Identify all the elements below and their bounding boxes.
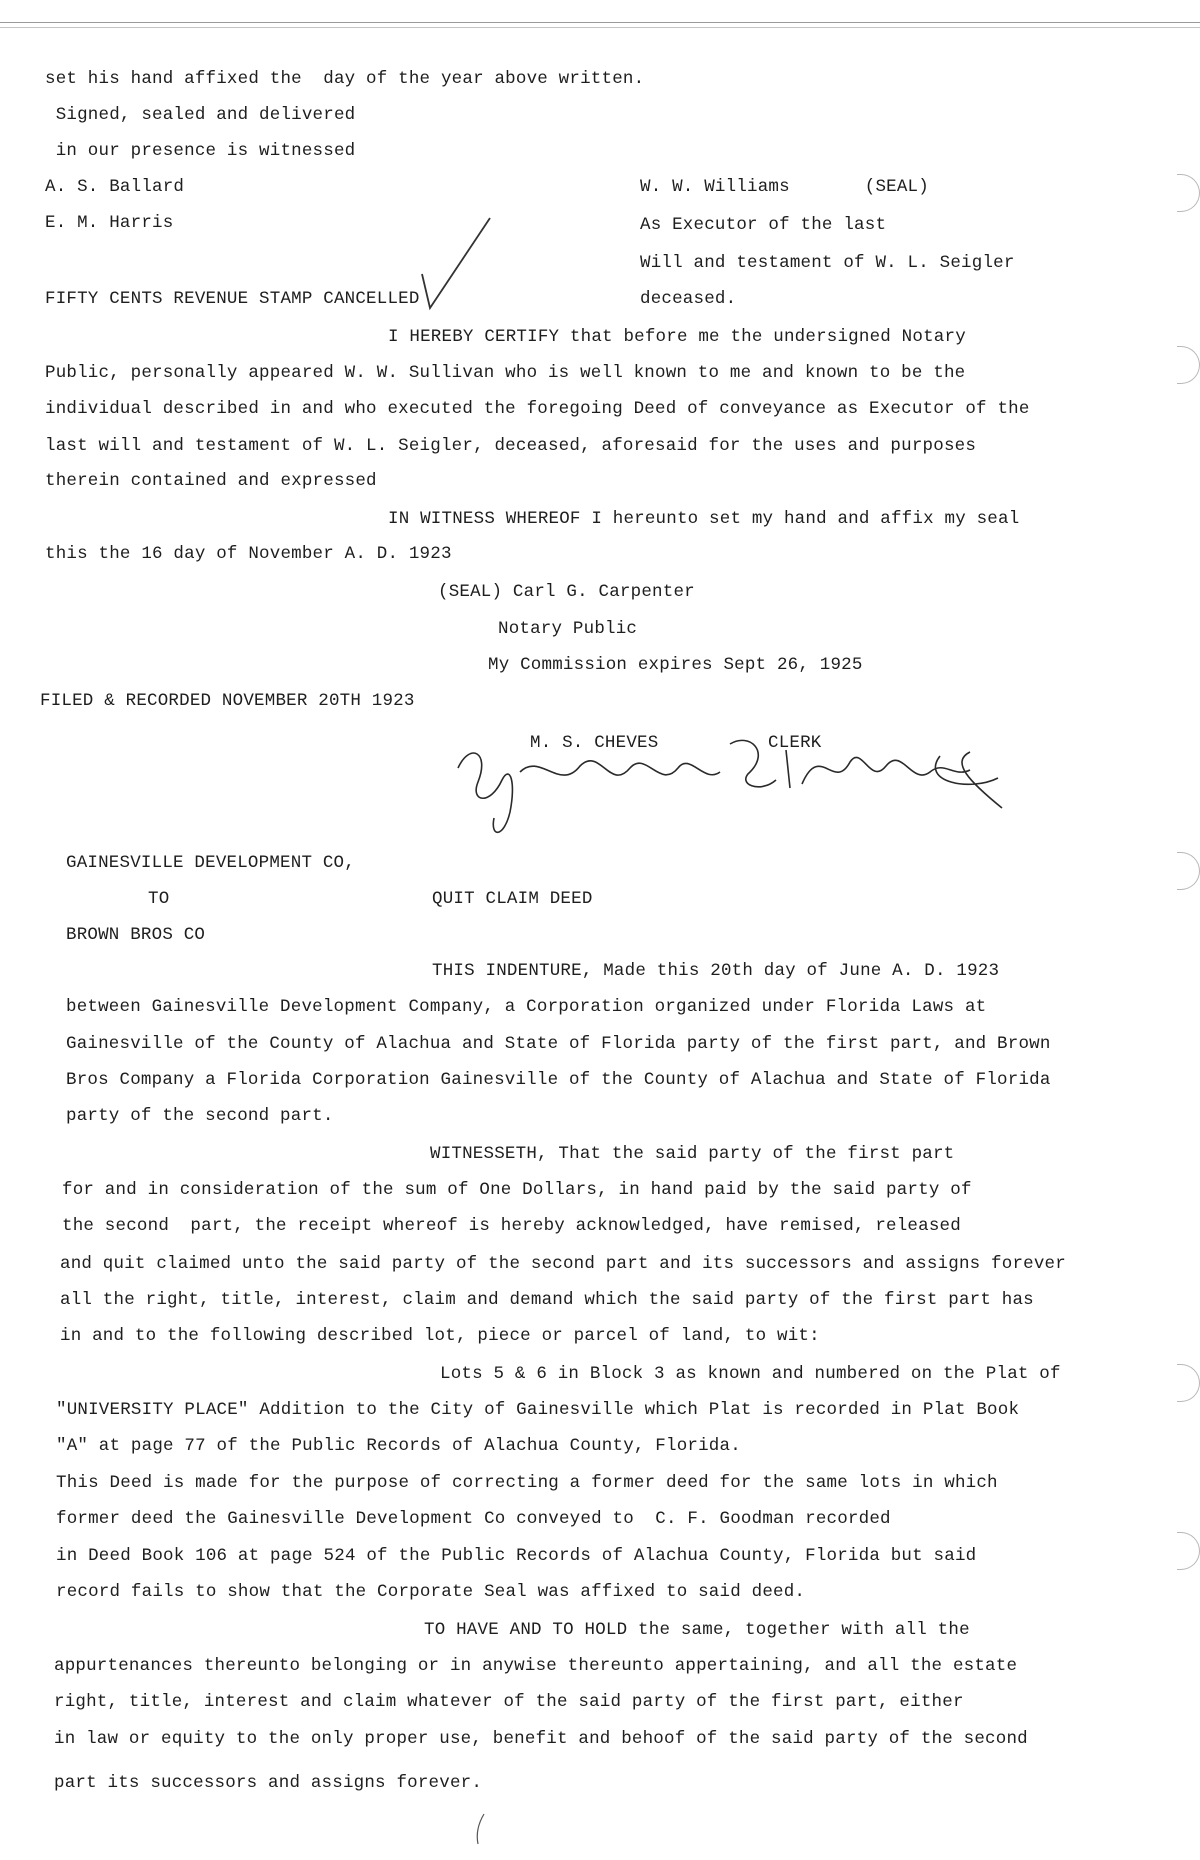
deed-body-line: Gainesville of the County of Alachua and State of Florida party of the first part, and Brown [66,1034,1051,1054]
deed-body-line: right, title, interest and claim whatever of the said party of the first part, either [54,1692,964,1712]
deputy-clerk-signature [450,722,1010,842]
deed-body-line: THIS INDENTURE, Made this 20th day of June A. D. 1923 [432,961,1000,981]
attestation-line: set his hand affixed the day of the year above written. [45,69,645,89]
deed-body-line: WITNESSETH, That the said party of the first part [430,1144,955,1164]
deed-body-line: party of the second part. [66,1106,334,1126]
clerk-title: CLERK [768,733,822,753]
deed-title: QUIT CLAIM DEED [432,889,593,909]
punch-hole [1177,174,1200,212]
certificate-line: IN WITNESS WHEREOF I hereunto set my hand and affix my seal [388,509,1020,529]
pencil-mark [470,1810,490,1850]
certificate-line: I HEREBY CERTIFY that before me the undersigned Notary [388,327,966,347]
filed-recorded: FILED & RECORDED NOVEMBER 20TH 1923 [40,691,415,711]
deed-body-line: TO HAVE AND TO HOLD the same, together with all the [424,1620,970,1640]
deed-body-line: in Deed Book 106 at page 524 of the Public Records of Alachua County, Florida but said [56,1546,977,1566]
witness-name: E. M. Harris [45,213,174,233]
deed-body-line: in and to the following described lot, piece or parcel of land, to wit: [60,1326,820,1346]
certificate-line: Public, personally appeared W. W. Sullivan who is well known to me and known to be the [45,363,966,383]
deed-body-line: "UNIVERSITY PLACE" Addition to the City of Gainesville which Plat is recorded in Plat Book [56,1400,1020,1420]
notary-line: (SEAL) Carl G. Carpenter [438,582,695,602]
deed-body-line: between Gainesville Development Company, a Corporation organized under Florida Laws at [66,997,987,1017]
grantor-to: TO [148,889,170,909]
deed-body-line: the second part, the receipt whereof is hereby acknowledged, have remised, released [62,1216,961,1236]
notary-line: Notary Public [498,619,638,639]
page-top-rule [0,22,1200,23]
certificate-line: last will and testament of W. L. Seigler, deceased, aforesaid for the uses and purposes [45,436,977,456]
deed-body-line: "A" at page 77 of the Public Records of Alachua County, Florida. [56,1436,741,1456]
attestation-line: Signed, sealed and delivered [45,105,356,125]
notary-line: My Commission expires Sept 26, 1925 [488,655,863,675]
signer-line: W. W. Williams (SEAL) [640,177,929,197]
certificate-line: therein contained and expressed [45,471,377,491]
deed-body-line: in law or equity to the only proper use, benefit and behoof of the said party of the second [54,1729,1028,1749]
deed-body-line: Lots 5 & 6 in Block 3 as known and numbered on the Plat of [440,1364,1061,1384]
signer-line: As Executor of the last [640,215,887,235]
signer-line: deceased. [640,289,737,309]
revenue-stamp-note: FIFTY CENTS REVENUE STAMP CANCELLED [45,289,420,309]
punch-hole [1177,852,1200,890]
deed-body-line: This Deed is made for the purpose of correcting a former deed for the same lots in which [56,1473,998,1493]
certificate-line: individual described in and who executed the foregoing Deed of conveyance as Executor of the [45,399,1030,419]
punch-hole [1177,346,1200,384]
deed-body-line: part its successors and assigns forever. [54,1773,483,1793]
deed-body-line: and quit claimed unto the said party of the second part and its successors and assigns forever [60,1254,1066,1274]
punch-hole [1177,1532,1200,1570]
deed-body-line: all the right, title, interest, claim and demand which the said party of the first part has [60,1290,1034,1310]
clerk-name: M. S. CHEVES [530,733,659,753]
grantee-name: BROWN BROS CO [66,925,206,945]
deed-body-line: record fails to show that the Corporate Seal was affixed to said deed. [56,1582,806,1602]
deed-body-line: for and in consideration of the sum of One Dollars, in hand paid by the said party of [62,1180,972,1200]
deed-body-line: Bros Company a Florida Corporation Gainesville of the County of Alachua and State of Florida [66,1070,1051,1090]
grantor-name: GAINESVILLE DEVELOPMENT CO, [66,853,355,873]
witness-name: A. S. Ballard [45,177,185,197]
signer-line: Will and testament of W. L. Seigler [640,253,1015,273]
attestation-line: in our presence is witnessed [45,141,356,161]
deed-body-line: appurtenances thereunto belonging or in anywise thereunto appertaining, and all the estate [54,1656,1018,1676]
check-mark [416,214,496,314]
page-top-rule-2 [0,27,1200,28]
certificate-line: this the 16 day of November A. D. 1923 [45,544,452,564]
punch-hole [1177,1364,1200,1402]
deed-body-line: former deed the Gainesville Development Co conveyed to C. F. Goodman recorded [56,1509,891,1529]
